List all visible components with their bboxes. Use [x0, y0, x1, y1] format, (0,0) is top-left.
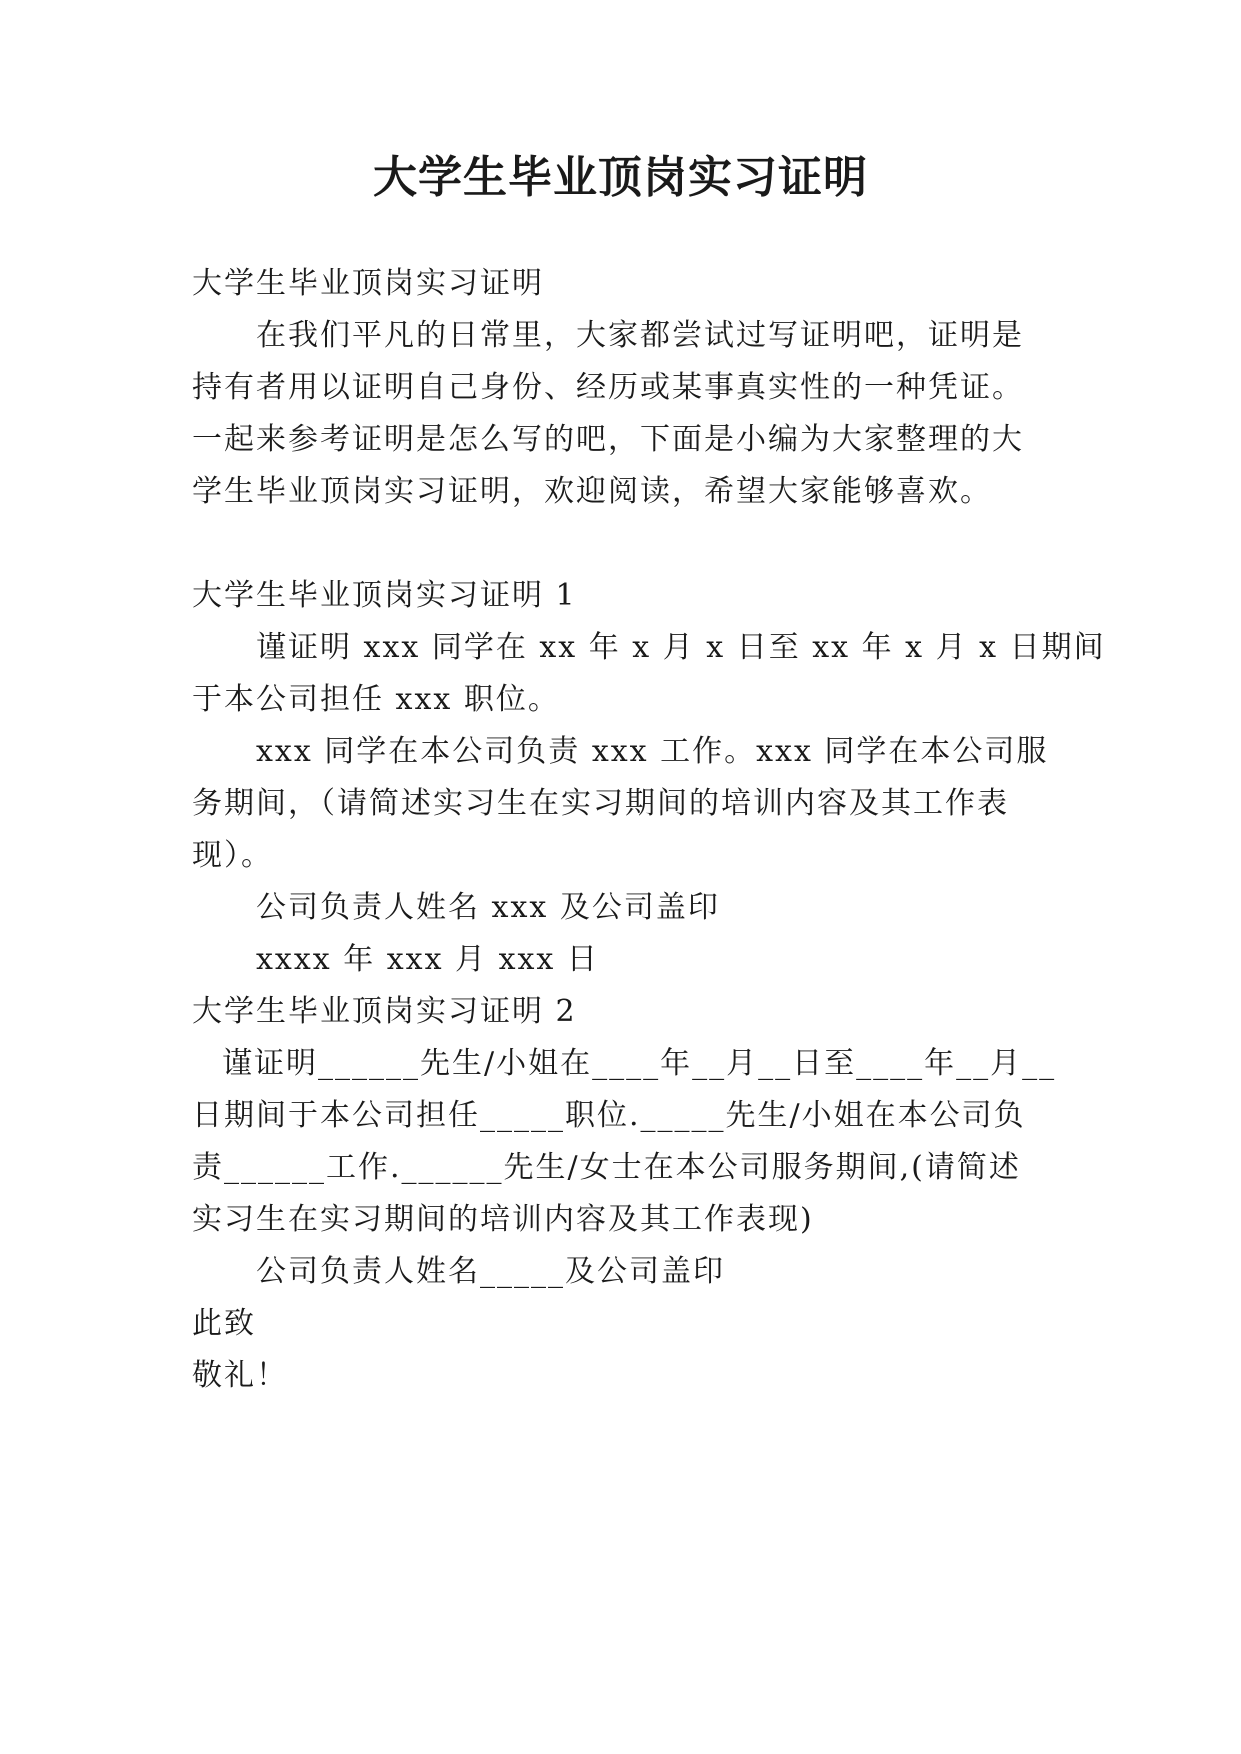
section2-line: 谨证明______先生/小姐在____年__月__日至____年__月__ — [222, 1046, 1057, 1081]
section1-line: 谨证明 xxx 同学在 xx 年 x 月 x 日至 xx 年 x 月 x 日期间 — [256, 630, 1106, 665]
closing-line: 敬礼！ — [192, 1358, 288, 1393]
intro-line: 持有者用以证明自己身份、经历或某事真实性的一种凭证。 — [192, 370, 1024, 405]
section1-line: 务期间，（请简述实习生在实习期间的培训内容及其工作表 — [192, 786, 1009, 821]
section2-heading: 大学生毕业顶岗实习证明 2 — [192, 994, 577, 1029]
document-title: 大学生毕业顶岗实习证明 — [373, 152, 868, 203]
intro-line: 学生毕业顶岗实习证明，欢迎阅读，希望大家能够喜欢。 — [192, 474, 992, 509]
intro-line: 一起来参考证明是怎么写的吧，下面是小编为大家整理的大 — [192, 422, 1024, 457]
section2-signature: 公司负责人姓名_____及公司盖印 — [256, 1254, 725, 1289]
section2-line: 责______工作.______先生/女士在本公司服务期间,(请简述 — [192, 1150, 1021, 1185]
section2-line: 日期间于本公司担任_____职位._____先生/小姐在本公司负 — [192, 1098, 1026, 1133]
section1-heading: 大学生毕业顶岗实习证明 1 — [192, 578, 577, 613]
section1-line: 于本公司担任 xxx 职位。 — [192, 682, 560, 717]
section1-line: xxx 同学在本公司负责 xxx 工作。xxx 同学在本公司服 — [256, 734, 1049, 769]
section1-date: xxxx 年 xxx 月 xxx 日 — [256, 942, 599, 977]
section1-signature: 公司负责人姓名 xxx 及公司盖印 — [256, 890, 720, 925]
section1-line: 现）。 — [192, 838, 273, 873]
closing-line: 此致 — [192, 1306, 256, 1341]
section2-line: 实习生在实习期间的培训内容及其工作表现) — [192, 1202, 814, 1237]
intro-heading: 大学生毕业顶岗实习证明 — [192, 266, 544, 301]
intro-line: 在我们平凡的日常里，大家都尝试过写证明吧，证明是 — [256, 318, 1024, 353]
